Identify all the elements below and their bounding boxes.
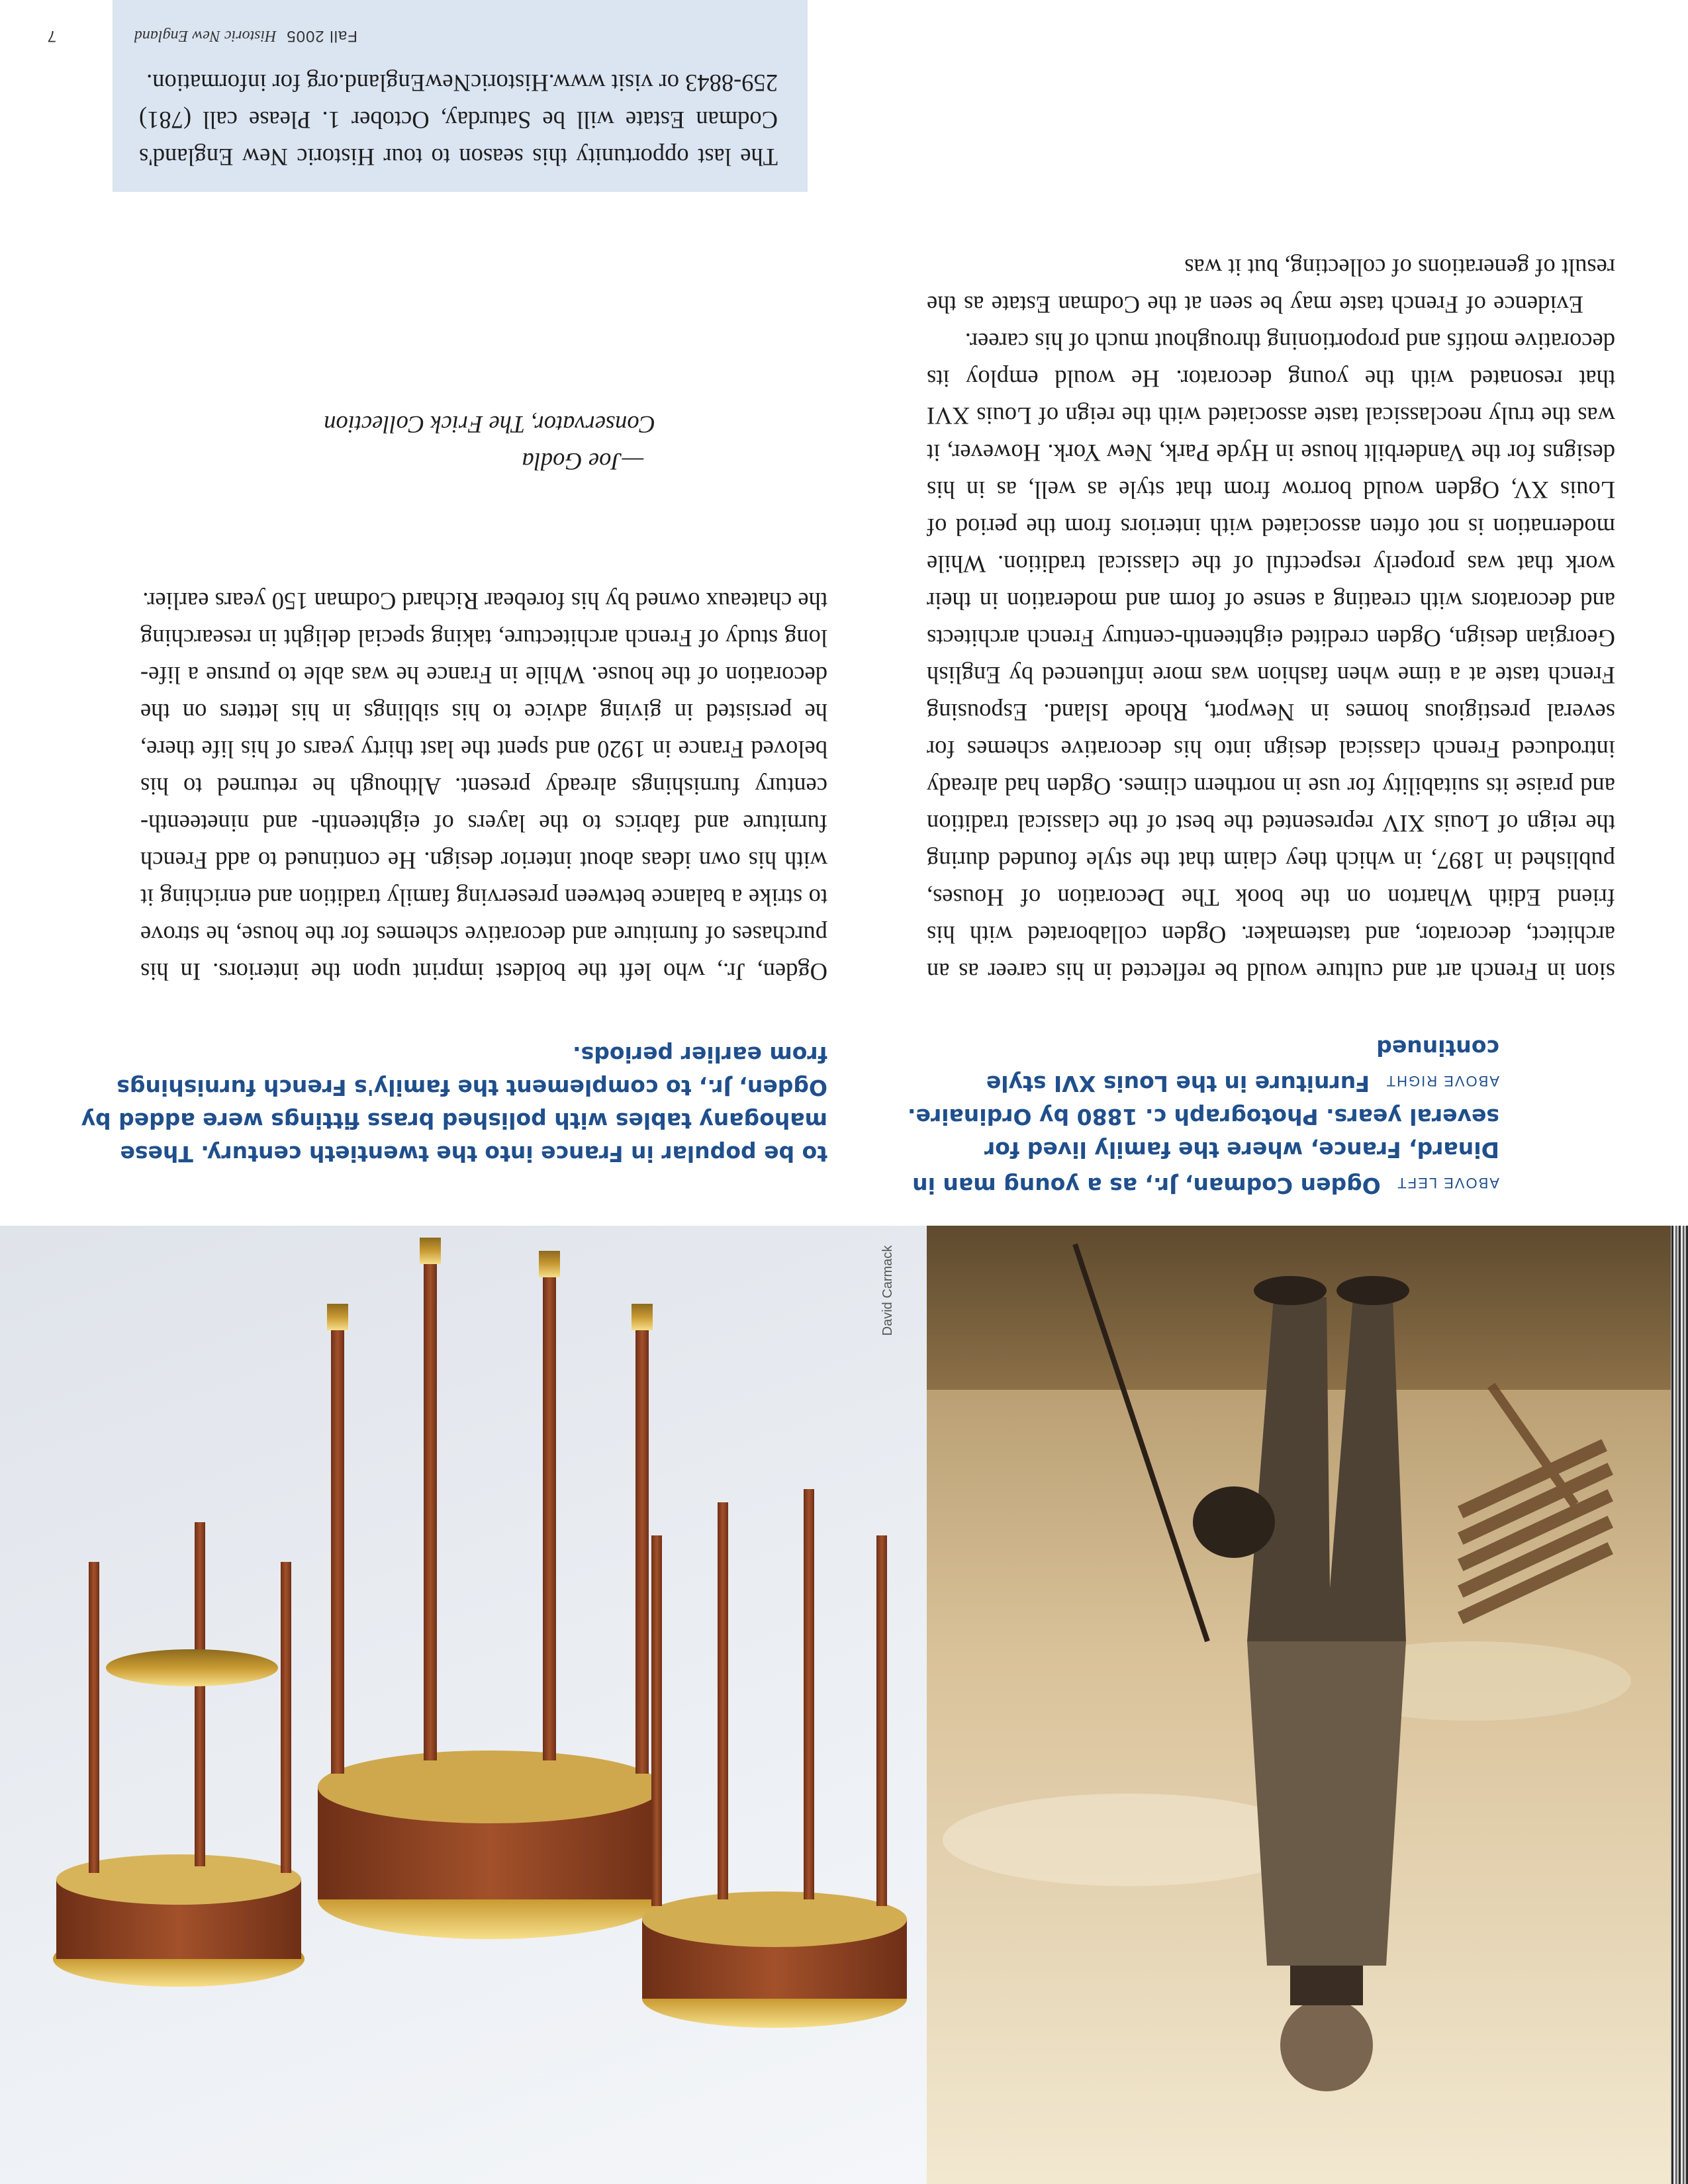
article-column-left — [927, 249, 1615, 990]
furniture-photo — [0, 1226, 927, 2184]
caption-text-above-right: Furniture in the Louis XVI style continued — [986, 1035, 1499, 1097]
caption-lead-above-left: ABOVE LEFT — [1396, 1175, 1499, 1191]
author-signature — [152, 406, 655, 480]
article-column-right — [140, 582, 827, 990]
portrait-photo — [927, 1226, 1671, 2184]
caption-text-above-left: Ogden Codman, Jr., as a young man in Dinard, France, where the family lived for several years. Photograph c. 1880 by Ordinaire. — [908, 1104, 1499, 1199]
footer-magazine: Historic New England — [134, 27, 277, 44]
paragraph: sion in French art and culture would be reflected in his career as an architect, decorator, and tastemaker. Ogden collaborated with his friend Edith Wharton on the book The Decoration of Houses, published in 1897, in which they claim that the style founded during the reign of Louis XIV represented the best of the classical tradition and praise its suitability for use in northern climes. Ogden had already introduced French classical design into his decorative schemes for several prestigious homes in Newport, Rhode Island. Espousing French taste at a time when fashion was more influenced by English Georgian design, Ogden credited eighteenth-century French architects and decorators with creating a sense of form and moderation in their work that was properly respectful of the classical tradition. While modernation is not often associated with interiors from the period of Louis XV, Ogden would borrow from that style as well, as in his designs for the Vanderbilt house in Hyde Park, New York. However, it was the truly neoclassical taste associated with the reign of Louis XVI that resonated with the young decorator. He would employ its decorative motifs and proportioning throughout much of his career. — [927, 328, 1615, 985]
portrait-illustration — [927, 1226, 1671, 2184]
paragraph: Evidence of French taste may be seen at the Codman Estate as the result of generations of collecting, but it was — [927, 254, 1615, 318]
caption-text-continued: to be popular in France into the twentieth century. These mahogany tables with polished brass fittings were added by Ogden, Jr., to complement the family's French furnishings from earlier periods. — [81, 1042, 827, 1167]
author-name: —Joe Godla — [522, 448, 643, 475]
binding-gutter — [1671, 1226, 1688, 2184]
footer-issue: Fall 2005 — [286, 27, 357, 45]
caption-lead-above-right: ABOVE RIGHT — [1385, 1073, 1499, 1089]
page-footer — [13, 26, 357, 45]
photo-credit: David Carmack — [880, 1245, 895, 1336]
author-title: Conservator, The Frick Collection — [324, 411, 655, 438]
caption-left — [900, 1031, 1499, 1202]
page-number: 7 — [47, 27, 56, 45]
info-box-text: The last opportunity this season to tour Historic New England's Codman Estate will be Saturday, October 1. Please call (781) 259-8843 or visit www.HistoricNewEngland.org for information. — [139, 69, 778, 171]
tables-illustration — [0, 1226, 927, 2184]
caption-right — [66, 1038, 827, 1170]
paragraph: Ogden, Jr., who left the boldest imprint upon the interiors. In his purchases of furniture and decorative schemes for the house, he strove to strike a balance between preserving family tradition and enriching it with his own ideas about interior design. He continued to add French furniture and fabrics to the layers of eighteenth- and nineteenth-century furnishings already present. Although he returned to his beloved France in 1920 and spent the last thirty years of his life there, he persisted in giving advice to his siblings in his letters on the decoration of the house. While in France he was able to pursue a life-long study of French architecture, taking special delight in researching the chateaux owned by his forebear Richard Codman 150 years earlier. — [140, 588, 827, 985]
